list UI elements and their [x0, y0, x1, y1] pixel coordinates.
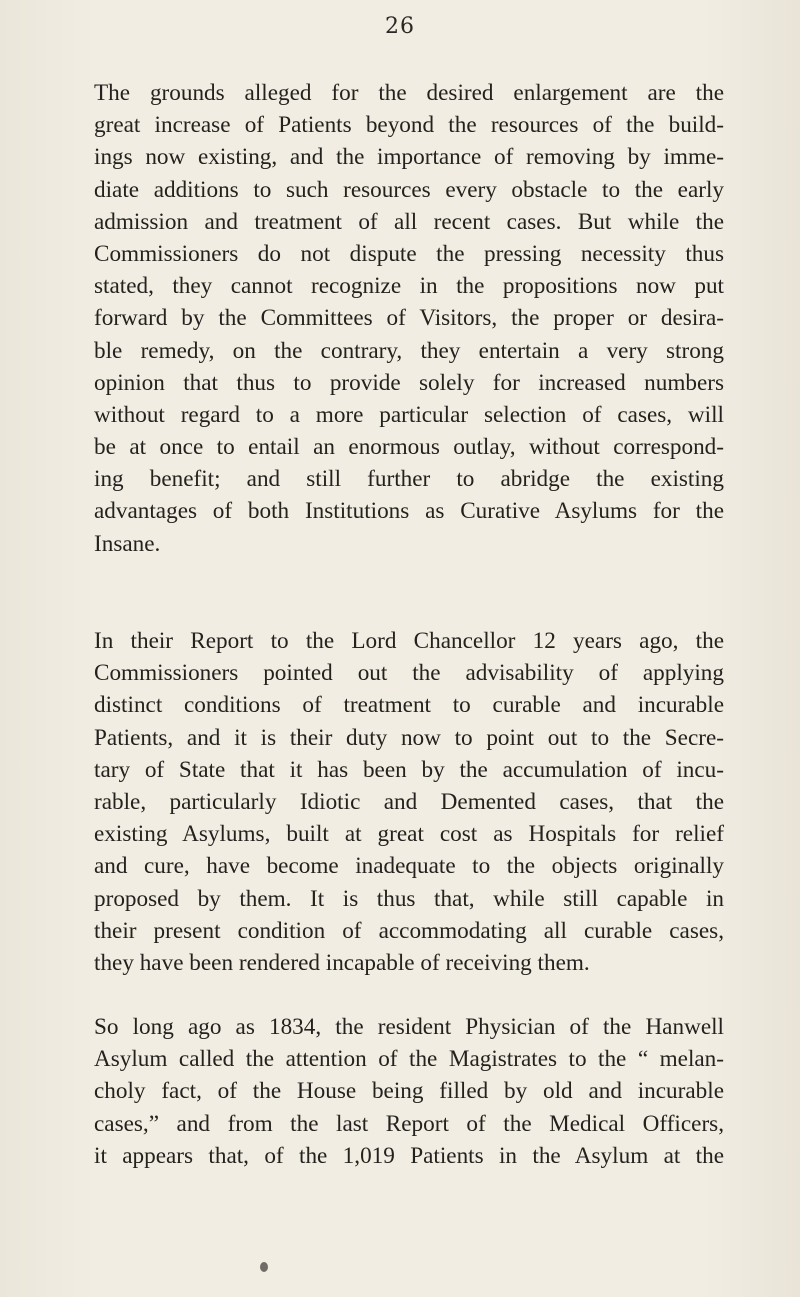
text-line: In their Report to the Lord Chancellor 12 years ago, the: [94, 628, 724, 654]
text-line: their present condition of accommodating all curable cases,: [94, 917, 724, 944]
text-line: stated, they cannot recognize in the propositions now put: [94, 273, 724, 300]
text-line: great increase of Patients beyond the resources of the build-: [94, 112, 724, 139]
paragraph-3: [94, 1011, 724, 1172]
text-line: cases,” and from the last Report of the Medical Officers,: [94, 1110, 724, 1137]
text-line: they have been rendered incapable of receiving them.: [94, 949, 590, 976]
text-line: choly fact, of the House being filled by old and incurable: [94, 1078, 724, 1105]
text-line: Commissioners pointed out the advisability of applying: [94, 660, 724, 687]
text-line: be at once to entail an enormous outlay, without correspond-: [94, 434, 724, 461]
text-line: Asylum called the attention of the Magistrates to the “ melan-: [94, 1046, 724, 1073]
text-line: rable, particularly Idiotic and Demented cases, that the: [94, 788, 724, 815]
text-line: proposed by them. It is thus that, while still capable in: [94, 885, 724, 912]
text-line: tary of State that it has been by the accumulation of incu-: [94, 756, 724, 783]
text-line: ings now existing, and the importance of removing by imme-: [94, 144, 724, 171]
paragraph-2: [94, 625, 724, 979]
text-line: forward by the Committees of Visitors, the proper or desira-: [94, 305, 724, 332]
text-line: ing benefit; and still further to abridge the existing: [94, 466, 724, 493]
text-line: it appears that, of the 1,019 Patients in the Asylum at the: [94, 1142, 724, 1169]
text-line: ble remedy, on the contrary, they entertain a very strong: [94, 337, 724, 364]
text-line: Commissioners do not dispute the pressing necessity thus: [94, 240, 724, 267]
text-line: admission and treatment of all recent cases. But while the: [94, 208, 724, 235]
text-line: without regard to a more particular selection of cases, will: [94, 401, 724, 428]
text-line: Insane.: [94, 530, 161, 557]
text-line: So long ago as 1834, the resident Physician of the Hanwell: [94, 1014, 724, 1040]
text-line: opinion that thus to provide solely for increased numbers: [94, 369, 724, 396]
paragraph-1: [94, 77, 724, 560]
text-line: The grounds alleged for the desired enlargement are the: [94, 80, 724, 106]
text-line: and cure, have become inadequate to the objects originally: [94, 853, 724, 880]
page-number: 26: [385, 14, 415, 39]
text-line: diate additions to such resources every obstacle to the early: [94, 176, 724, 203]
text-line: advantages of both Institutions as Curative Asylums for the: [94, 498, 724, 525]
text-line: distinct conditions of treatment to curable and incurable: [94, 692, 724, 719]
ink-smudge: [260, 1262, 268, 1272]
text-line: existing Asylums, built at great cost as Hospitals for relief: [94, 821, 724, 848]
text-line: Patients, and it is their duty now to point out to the Secre-: [94, 724, 724, 751]
